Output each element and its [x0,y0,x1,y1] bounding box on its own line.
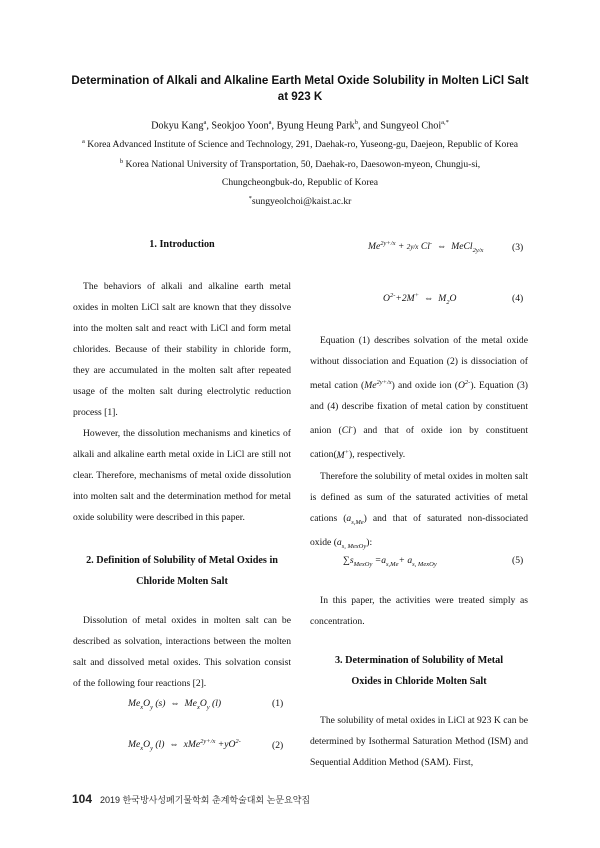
intro-paragraph-2: However, the dissolution mechanisms and kinetics of alkali and alkaline earth metal oxide in LiCl are still not clear. Therefore, mechanisms of metal oxide dissolution into molten salt and the determination method for metal oxide solubility were described in this paper. [73,428,291,523]
solubility-definition-paragraph: Therefore the solubility of metal oxides in molten salt is defined as sum of the saturated activities of metal cations $(a_{s,Me})$ and that of saturated non-dissociated oxide $(a_{s, MexOy})$: [310,470,528,551]
paper-title: Determination of Alkali and Alkaline Earth Metal Oxide Solubility in Molten LiCl Salt at 923 K [71,74,529,103]
intro-paragraph-1: The behaviors of alkali and alkaline earth metal oxides in molten LiCl salt are known that they dissolve into the molten salt and react with LiCl and form metal chlorides. Because of their stability in chloride form, they are accumulated in the molten salt after repeated usage of the molten salt during electrolytic reduction process [1]. [73,281,291,418]
equation-2-number: (2) [272,740,284,751]
equation-4: $O^{2-}+2M^+$ ⇔ $M_2O$ [383,292,457,307]
equation-discussion-paragraph: Equation (1) describes solvation of the metal oxide without dissociation and Equation (2) is dissociation of metal cation $(Me^{2y+/x})$ and oxide ion $(O^{2-})$. Equation (3) and (4) describe fixation of metal cation by constituent anion (Cl-) and that of oxide ion by constituent cation(M+), respectively. [310,335,529,461]
section-introduction-heading: 1. Introduction [149,239,215,250]
section-2-heading-line2: Chloride Molten Salt [136,576,228,587]
right-column-a [310,330,528,557]
section-3-heading-line2: Oxides in Chloride Molten Salt [351,676,487,687]
affiliation-b-line2: Chungcheongbuk-do, Republic of Korea [221,177,379,188]
activities-paragraph: In this paper, the activities were treated simply as concentration. [310,595,528,627]
page-number: 104 [72,792,93,806]
section-2-paragraph: Dissolution of metal oxides in molten salt can be described as solvation, interactions between the molten salt and dissolved metal oxides. This solvation consist of the following four reactions [2]. [73,615,291,689]
proceedings-name: 2019 한국방사성폐기물학회 춘계학술대회 논문요약집 [100,795,311,805]
left-column [73,234,291,694]
section-2-heading-line1: 2. Definition of Solubility of Metal Oxides in [86,555,278,566]
equation-4-number: (4) [512,293,524,304]
equation-1: $Me_xO_y$ (s) ⇔ $Me_xO_y$ (l) [128,698,222,711]
equation-1-number: (1) [272,698,284,709]
equation-2: $Me_xO_y$ (l) ⇔ $xMe^{2y+/x} +yO^{2-}$ [128,738,241,753]
section-3-paragraph: The solubility of metal oxides in LiCl at 923 K can be determined by Isothermal Saturation Method (ISM) and Sequential Addition Method (SAM). First, [310,715,528,768]
equation-3-number: (3) [512,242,524,253]
section-3-heading-line1: 3. Determination of Solubility of Metal [334,655,504,666]
corresponding-email: *sungyeolchoi@kaist.ac.kr [248,195,352,208]
right-column-b [310,590,528,773]
equation-5-number: (5) [512,555,524,566]
affiliation-a: $^a$ Korea Advanced Institute of Science and Technology, 291, Daehak-ro, Yuseong-gu, Daejeon, Republic of Korea [81,138,519,151]
page-footer [72,792,310,806]
equation-3: $Me^{2y+/x} + 2y/x$ Cl- ⇔ MeCl$_{2y/x}$ [368,240,484,255]
author-list: Dokyu Kang$^a$, Seokjoo Yoon$^a$, Byung Heung Park$^b$, and Sungyeol Choi$^{a,*}$ [151,119,449,132]
equation-5: $\sum s_{MexOy} =a_{s,Me}+ a_{s, MexOy}$ [343,555,437,568]
affiliation-b: $^b$ Korea National University of Transportation, 50, Daehak-ro, Daesowon-myeon, Chungju-si, [119,158,481,171]
